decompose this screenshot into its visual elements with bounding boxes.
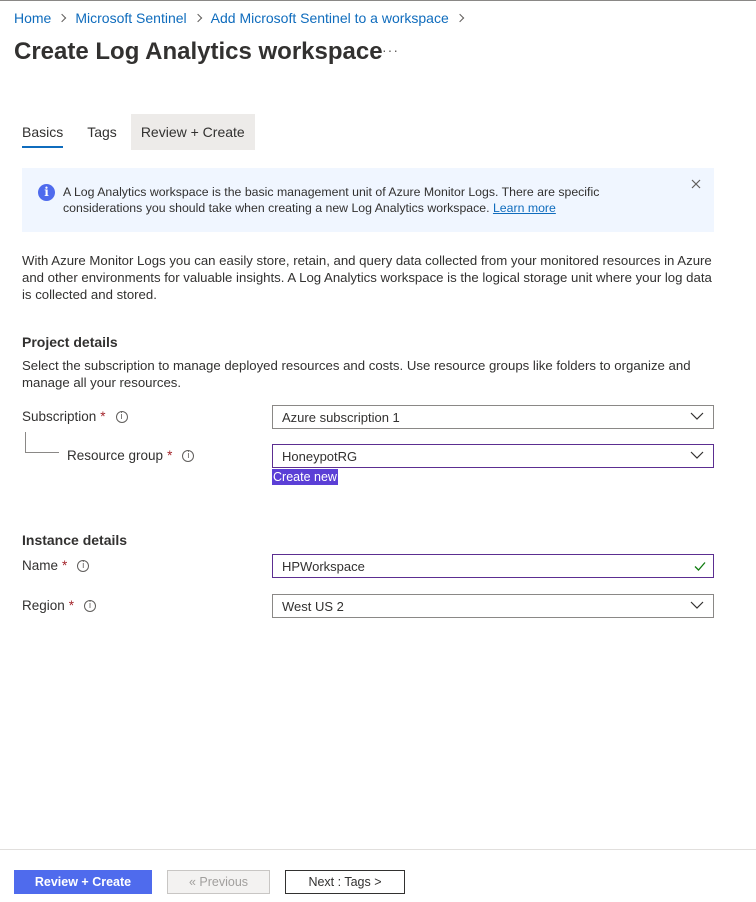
breadcrumb-home[interactable]: Home xyxy=(14,10,52,26)
breadcrumb-microsoft-sentinel[interactable]: Microsoft Sentinel xyxy=(75,10,187,26)
review-create-button[interactable]: Review + Create xyxy=(14,870,152,894)
chevron-right-icon xyxy=(456,14,464,22)
info-banner-message: A Log Analytics workspace is the basic management unit of Azure Monitor Logs. There are specific considerations you should take when creating a new Log Analytics workspace. xyxy=(63,185,600,215)
resource-group-dropdown[interactable] xyxy=(272,444,714,468)
info-banner-text xyxy=(63,184,673,216)
previous-button[interactable]: « Previous xyxy=(167,870,270,894)
info-banner xyxy=(22,168,714,232)
footer-divider xyxy=(0,849,756,850)
resource-group-value: HoneypotRG xyxy=(282,449,358,464)
required-asterisk: * xyxy=(62,558,68,573)
resource-group-label xyxy=(67,448,194,463)
tab-tags[interactable]: Tags xyxy=(87,124,117,140)
tree-connector xyxy=(25,432,59,453)
info-circle-icon[interactable]: i xyxy=(182,450,194,462)
region-label xyxy=(22,598,96,613)
required-asterisk: * xyxy=(167,448,173,463)
tab-bar xyxy=(22,114,255,150)
info-circle-icon[interactable]: i xyxy=(116,411,128,423)
info-circle-icon[interactable]: i xyxy=(84,600,96,612)
subscription-value: Azure subscription 1 xyxy=(282,410,400,425)
required-asterisk: * xyxy=(100,409,106,424)
checkmark-icon xyxy=(693,559,707,573)
info-circle-icon[interactable]: i xyxy=(77,560,89,572)
workspace-description: With Azure Monitor Logs you can easily store, retain, and query data collected from your monitored resources in Azure and other environments for valuable insights. A Log Analytics workspace is the logical storage unit where your log data is collected and stored. xyxy=(22,253,712,302)
chevron-right-icon xyxy=(58,14,66,22)
chevron-right-icon xyxy=(193,14,201,22)
chevron-down-icon xyxy=(690,450,704,460)
breadcrumb xyxy=(14,10,473,26)
close-icon[interactable] xyxy=(689,177,703,191)
chevron-down-icon xyxy=(690,600,704,610)
page-title: Create Log Analytics workspace xyxy=(14,38,383,65)
name-label-text: Name xyxy=(22,558,59,573)
subscription-dropdown[interactable] xyxy=(272,405,714,429)
next-tags-button[interactable]: Next : Tags > xyxy=(285,870,405,894)
info-icon: i xyxy=(38,184,55,201)
learn-more-link[interactable]: Learn more xyxy=(492,201,556,215)
subscription-label xyxy=(22,409,128,424)
project-details-description: Select the subscription to manage deployed resources and costs. Use resource groups like folders to organize and manage all your resources. xyxy=(22,358,691,390)
workspace-name-value: HPWorkspace xyxy=(282,559,365,574)
breadcrumb-add-sentinel[interactable]: Add Microsoft Sentinel to a workspace xyxy=(210,10,449,26)
more-options-icon[interactable]: ··· xyxy=(382,42,399,58)
required-asterisk: * xyxy=(68,598,75,613)
tab-review-create[interactable]: Review + Create xyxy=(131,114,255,150)
subscription-label-text: Subscription xyxy=(22,409,97,424)
project-details-heading: Project details xyxy=(22,334,118,350)
instance-details-heading: Instance details xyxy=(22,532,128,548)
name-label xyxy=(22,558,89,573)
create-new-link[interactable]: Create new xyxy=(273,470,337,484)
workspace-name-input[interactable] xyxy=(272,554,714,578)
chevron-down-icon xyxy=(690,411,704,421)
region-label-text: Region xyxy=(22,598,65,613)
tab-basics[interactable]: Basics xyxy=(22,114,63,150)
region-value: West US 2 xyxy=(282,599,344,614)
top-border xyxy=(0,0,756,1)
region-dropdown[interactable] xyxy=(272,594,714,618)
resource-group-label-text: Resource group xyxy=(67,448,164,463)
